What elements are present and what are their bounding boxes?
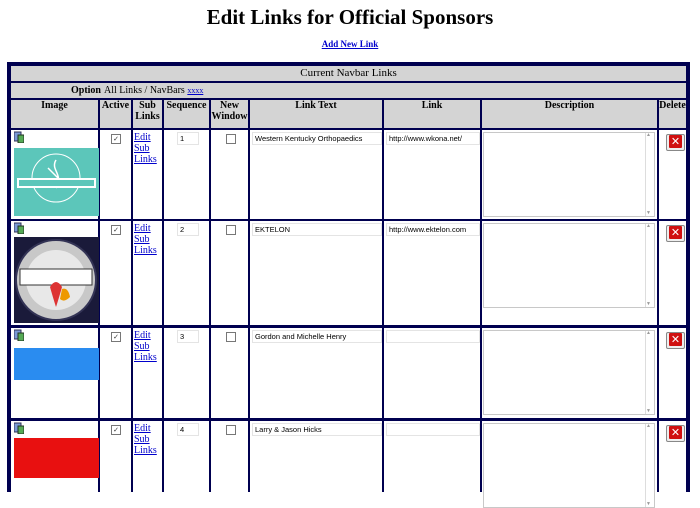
edit-image-icon[interactable] <box>14 131 24 143</box>
delete-button[interactable] <box>666 225 685 242</box>
row3-sublinks-cell <box>133 328 162 418</box>
row2-link-cell <box>384 221 480 325</box>
sequence-input[interactable]: 3 <box>177 330 199 343</box>
orthopaedic-logo <box>14 148 99 216</box>
scrollbar[interactable] <box>645 133 654 216</box>
row3-image-cell <box>11 328 98 418</box>
new-window-checkbox[interactable] <box>226 225 236 235</box>
active-checkbox[interactable]: ✓ <box>111 225 121 235</box>
sequence-input[interactable]: 2 <box>177 223 199 236</box>
row1-sublinks-cell <box>133 130 162 219</box>
row2-active-cell <box>100 221 131 325</box>
row3-linktext-cell <box>250 328 382 418</box>
link-input[interactable] <box>386 423 480 436</box>
link-text-input[interactable]: Western Kentucky Orthopaedics <box>252 132 382 145</box>
link-text-input[interactable]: Gordon and Michelle Henry <box>252 330 382 343</box>
delete-button[interactable] <box>666 332 685 349</box>
hicks-logo <box>14 438 99 478</box>
active-checkbox[interactable]: ✓ <box>111 332 121 342</box>
row3-description-cell <box>482 328 657 418</box>
col-description: Description <box>482 100 657 128</box>
row1-image-cell <box>11 130 98 219</box>
edit-image-icon[interactable] <box>14 422 24 434</box>
description-textarea[interactable] <box>483 223 655 308</box>
link-input[interactable]: http://www.ektelon.com <box>386 223 480 236</box>
row2-delete-cell <box>659 221 686 325</box>
col-image: Image <box>11 100 98 128</box>
delete-button[interactable] <box>666 425 685 442</box>
description-textarea[interactable] <box>483 423 655 508</box>
option-label: Option <box>70 85 101 96</box>
col-link: Link <box>384 100 480 128</box>
scrollbar[interactable] <box>645 424 654 507</box>
row3-delete-cell <box>659 328 686 418</box>
edit-sub-links[interactable]: Edit Sub Links <box>134 132 157 165</box>
edit-sub-links[interactable]: Edit Sub Links <box>134 423 157 456</box>
link-text-input[interactable]: EKTELON <box>252 223 382 236</box>
col-link-text: Link Text <box>250 100 382 128</box>
option-value: All Links / NavBars xxxx <box>104 85 204 96</box>
row4-image-cell <box>11 421 98 492</box>
edit-image-icon[interactable] <box>14 222 24 234</box>
row1-linktext-cell <box>250 130 382 219</box>
scrollbar[interactable] <box>645 224 654 307</box>
option-row <box>11 83 686 98</box>
new-window-checkbox[interactable] <box>226 134 236 144</box>
col-delete: Delete <box>659 100 686 128</box>
col-sub-links: Sub Links <box>133 100 162 128</box>
description-textarea[interactable] <box>483 330 655 415</box>
sequence-input[interactable]: 1 <box>177 132 199 145</box>
new-window-checkbox[interactable] <box>226 425 236 435</box>
row2-description-cell <box>482 221 657 325</box>
row4-sequence-cell <box>164 421 209 492</box>
row2-linktext-cell <box>250 221 382 325</box>
link-input[interactable] <box>386 330 480 343</box>
row1-description-cell <box>482 130 657 219</box>
row1-delete-cell <box>659 130 686 219</box>
new-window-checkbox[interactable] <box>226 332 236 342</box>
edit-sub-links[interactable]: Edit Sub Links <box>134 330 157 363</box>
description-textarea[interactable] <box>483 132 655 217</box>
add-new-link[interactable]: Add New Link <box>321 39 379 49</box>
row2-sublinks-cell <box>133 221 162 325</box>
row1-sequence-cell <box>164 130 209 219</box>
row3-link-cell <box>384 328 480 418</box>
option-link[interactable]: xxxx <box>187 86 204 95</box>
edit-image-icon[interactable] <box>14 329 24 341</box>
row4-description-cell <box>482 421 657 492</box>
row3-sequence-cell <box>164 328 209 418</box>
col-active: Active <box>100 100 131 128</box>
sequence-input[interactable]: 4 <box>177 423 199 436</box>
row4-link-cell <box>384 421 480 492</box>
row2-sequence-cell <box>164 221 209 325</box>
link-input[interactable]: http://www.wkona.net/ <box>386 132 480 145</box>
row3-active-cell <box>100 328 131 418</box>
row2-image-cell <box>11 221 98 325</box>
row2-newwindow-cell <box>211 221 248 325</box>
active-checkbox[interactable]: ✓ <box>111 134 121 144</box>
row3-newwindow-cell <box>211 328 248 418</box>
row1-active-cell <box>100 130 131 219</box>
row4-active-cell <box>100 421 131 492</box>
row1-newwindow-cell <box>211 130 248 219</box>
row4-sublinks-cell <box>133 421 162 492</box>
table-header: Current Navbar Links <box>11 66 686 81</box>
row4-linktext-cell <box>250 421 382 492</box>
link-text-input[interactable]: Larry & Jason Hicks <box>252 423 382 436</box>
col-new-window: New Window <box>211 100 248 128</box>
edit-sub-links[interactable]: Edit Sub Links <box>134 223 157 256</box>
row1-link-cell <box>384 130 480 219</box>
delete-button[interactable] <box>666 134 685 151</box>
row4-newwindow-cell <box>211 421 248 492</box>
active-checkbox[interactable]: ✓ <box>111 425 121 435</box>
page-title: Edit Links for Official Sponsors <box>206 5 494 29</box>
row4-delete-cell <box>659 421 686 492</box>
col-sequence: Sequence <box>164 100 209 128</box>
scrollbar[interactable] <box>645 331 654 414</box>
ektelon-logo <box>14 237 99 323</box>
henry-logo <box>14 348 99 380</box>
navbar-links-table <box>7 62 690 492</box>
